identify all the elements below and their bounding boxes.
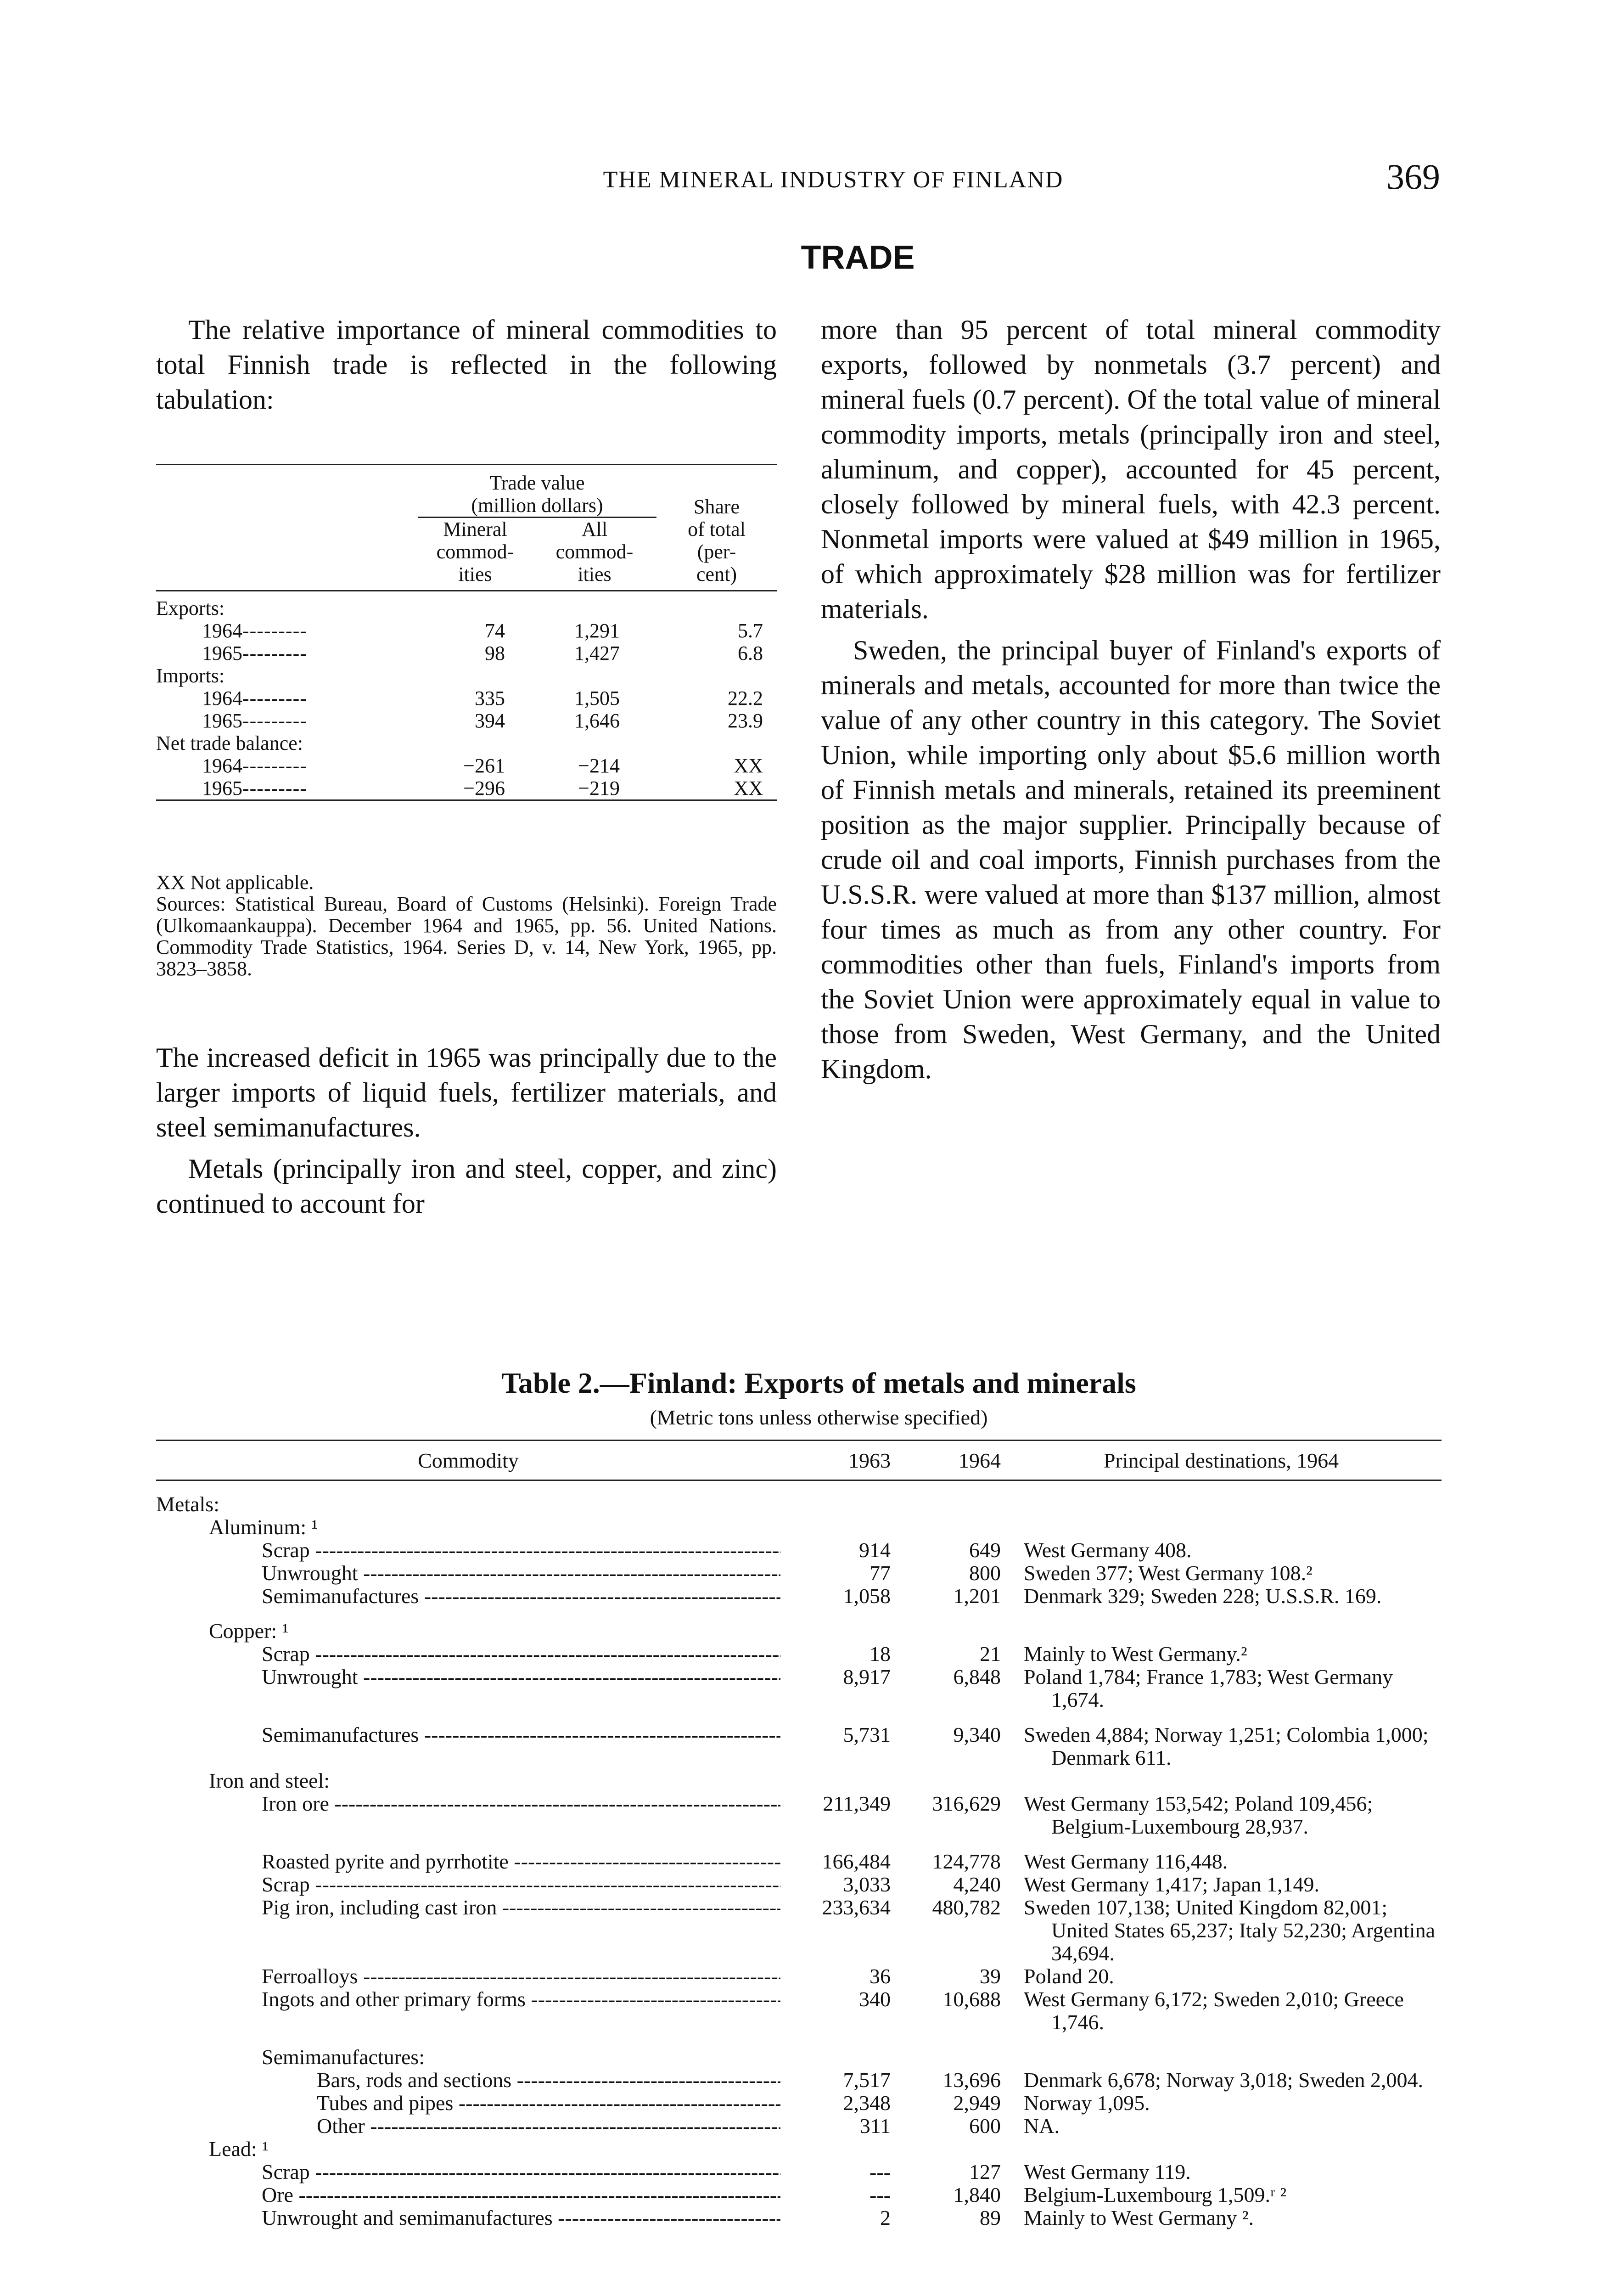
commodity-cell	[156, 2092, 780, 2115]
value-1964-cell: 9,340	[953, 1723, 1001, 1746]
commodity-cell	[156, 1896, 780, 1965]
trade-table	[156, 464, 777, 801]
mineral-header-3: ities	[458, 563, 492, 585]
deficit-paragraph: The increased deficit in 1965 was principally due to the larger imports of liquid fuels, fertilizer materials, and steel semimanufactures.	[156, 1042, 777, 1142]
tabulation-row-label: 1964 -----	[156, 754, 418, 777]
value-1964-cell: 1,201	[953, 1584, 1001, 1608]
value-1963-cell: 2	[880, 2206, 891, 2229]
tabulation-row	[156, 732, 777, 754]
commodity-label: Metals:	[156, 1492, 219, 1516]
tabulation-mineral-value: 335	[475, 687, 505, 709]
trade-value-header: Trade value	[489, 472, 585, 494]
value-1964-cell: 600	[969, 2114, 1001, 2138]
section-heading	[0, 239, 1610, 276]
table2-row	[156, 1965, 1442, 1988]
value-1963-cell: ---	[870, 2183, 891, 2206]
commodity-label: Scrap	[262, 2161, 310, 2183]
spacer-cell	[156, 2034, 1442, 2046]
value-1964-cell	[891, 1620, 1001, 1643]
commodity-label: Bars, rods and sections	[317, 2069, 512, 2092]
table2-row	[156, 1585, 1442, 1608]
running-head: THE MINERAL INDUSTRY OF FINLAND	[603, 167, 1064, 193]
value-1964-cell: 127	[969, 2160, 1001, 2183]
value-1963-cell: 233,634	[822, 1896, 891, 1919]
not-applicable-note: XX Not applicable.	[156, 871, 314, 894]
value-1963-cell: 5,731	[843, 1723, 891, 1746]
tabulation-row-label: Imports:	[156, 664, 225, 687]
spacer-cell	[156, 1608, 1442, 1620]
table2-subtitle	[0, 1405, 1610, 1429]
table2-row	[156, 1896, 1442, 1965]
commodity-cell	[156, 1769, 780, 1792]
table2-row	[156, 1516, 1442, 1539]
commodity-cell	[156, 1585, 780, 1608]
left-column-intro	[156, 312, 777, 417]
table2-title	[0, 1366, 1610, 1400]
right-column-text	[821, 312, 1441, 1086]
tabulation-all-value: 1,291	[574, 619, 620, 642]
exports-table	[156, 1440, 1442, 2229]
destination-cell	[1001, 1480, 1442, 1516]
table2-subtitle-text: (Metric tons unless otherwise specified)	[650, 1406, 988, 1429]
tabulation-notes	[156, 872, 777, 979]
tabulation-all-value	[533, 591, 656, 619]
commodity-label: Ingots and other primary forms	[262, 1988, 526, 2011]
tabulation-row	[156, 709, 777, 732]
value-1963-cell: 77	[870, 1561, 891, 1585]
commodity-cell	[156, 2206, 780, 2229]
commodity-cell	[156, 2138, 780, 2161]
destination-cell	[1001, 1516, 1442, 1539]
table2-spacer	[156, 1608, 1442, 1620]
destination-cell: West Germany 119.	[1024, 2160, 1191, 2183]
destination-cell	[1001, 2138, 1442, 2161]
value-1964-cell: 2,949	[953, 2091, 1001, 2115]
mineral-header-2: commod-	[436, 540, 514, 563]
commodity-cell	[156, 1792, 780, 1838]
commodity-label: Iron ore	[262, 1792, 329, 1815]
commodity-label: Copper: ¹	[209, 1619, 289, 1643]
tabulation-share-value	[656, 732, 777, 754]
all-header: All	[581, 518, 608, 540]
value-1964-cell	[891, 1480, 1001, 1516]
value-1964-cell	[891, 1769, 1001, 1792]
tabulation-mineral-value	[418, 664, 533, 687]
commodity-label: Semimanufactures	[262, 1585, 419, 1608]
value-1963-cell: 18	[870, 1642, 891, 1666]
commodity-label: Scrap	[262, 1873, 310, 1896]
commodity-header: Commodity	[156, 1441, 780, 1480]
destination-cell: Sweden 377; West Germany 108.²	[1024, 1561, 1313, 1585]
table2-row	[156, 1792, 1442, 1838]
destination-cell: West Germany 153,542; Poland 109,456; Belgium-Luxembourg 28,937.	[1024, 1792, 1373, 1838]
tabulation-mineral-value: −296	[418, 777, 533, 800]
tabulation-all-value	[533, 664, 656, 687]
table2-spacer	[156, 2034, 1442, 2046]
commodity-label: Scrap	[262, 1539, 310, 1562]
tabulation-row-label: 1965 -----	[156, 709, 418, 732]
destination-cell	[1001, 1769, 1442, 1792]
table2-row	[156, 2092, 1442, 2115]
destination-cell: Sweden 4,884; Norway 1,251; Colombia 1,000; Denmark 611.	[1024, 1723, 1429, 1769]
tabulation-share-value: 6.8	[738, 642, 763, 664]
table2-row	[156, 2115, 1442, 2138]
tabulation-share-value: 23.9	[728, 709, 763, 732]
section-heading-text: TRADE	[801, 239, 915, 276]
value-1963-cell: 166,484	[822, 1850, 891, 1873]
commodity-cell	[156, 1562, 780, 1585]
commodity-label: Scrap	[262, 1643, 310, 1666]
tabulation-row-label: 1965 -----	[156, 777, 418, 800]
value-1964-cell: 124,778	[932, 1850, 1001, 1873]
destination-cell: Denmark 6,678; Norway 3,018; Sweden 2,004.	[1024, 2068, 1424, 2092]
table2-row	[156, 1988, 1442, 2034]
table2	[156, 1440, 1442, 2229]
tabulation-all-value: −219	[533, 777, 656, 800]
commodity-cell	[156, 1666, 780, 1711]
commodity-cell	[156, 1643, 780, 1666]
destination-cell: West Germany 1,417; Japan 1,149.	[1024, 1873, 1319, 1896]
table2-row	[156, 2206, 1442, 2229]
commodity-label: Semimanufactures:	[262, 2045, 425, 2069]
tabulation-share-value: 22.2	[728, 687, 763, 709]
tabulation-row-label: Net trade balance:	[156, 732, 303, 754]
tabulation-row	[156, 664, 777, 687]
commodity-cell	[156, 1988, 780, 2034]
value-1964-cell	[891, 2046, 1001, 2069]
value-1963-cell: 211,349	[823, 1792, 891, 1815]
destination-cell: Mainly to West Germany ².	[1024, 2206, 1254, 2229]
table2-row	[156, 2046, 1442, 2069]
destination-cell: West Germany 116,448.	[1024, 1850, 1228, 1873]
value-1964-cell: 21	[980, 1642, 1001, 1666]
destination-cell: Belgium-Luxembourg 1,509.ʳ ²	[1024, 2183, 1287, 2206]
destination-cell	[1001, 2046, 1442, 2069]
value-1964-cell: 10,688	[942, 1987, 1001, 2011]
tabulation-row	[156, 591, 777, 619]
commodity-cell	[156, 2046, 780, 2069]
value-1964-cell: 800	[969, 1561, 1001, 1585]
spacer-cell	[156, 1711, 1442, 1723]
exports-paragraph: more than 95 percent of total mineral commodity exports, followed by nonmetals (3.7 percent) and mineral fuels (0.7 percent). Of the total value of mineral commodity imports, metals (principally iron and steel, aluminum, and copper), accounted for 45 percent, closely followed by mineral fuels, with 42.3 percent. Nonmetal imports were valued at $49 million in 1965, of which approximately $28 million was for fertilizer materials.	[821, 315, 1441, 624]
commodity-label: Iron and steel:	[209, 1769, 330, 1792]
tabulation-share-value	[656, 664, 777, 687]
all-header-2: commod-	[555, 540, 634, 563]
trade-value-unit: (million dollars)	[471, 494, 603, 517]
tabulation-mineral-value: 394	[475, 709, 505, 732]
destination-cell: NA.	[1024, 2114, 1060, 2138]
value-1963-cell: 340	[859, 1987, 891, 2011]
tabulation-all-value	[533, 732, 656, 754]
value-1964-cell: 6,848	[953, 1665, 1001, 1688]
table2-title-text: Table 2.—Finland: Exports of metals and minerals	[501, 1367, 1136, 1399]
tabulation-all-value: −214	[578, 754, 620, 777]
table2-row	[156, 1850, 1442, 1873]
value-1963-cell	[780, 1620, 891, 1643]
commodity-label: Unwrought and semimanufactures	[262, 2206, 553, 2229]
destination-cell: West Germany 6,172; Sweden 2,010; Greece 1,746.	[1024, 1987, 1404, 2034]
all-header-3: ities	[578, 563, 611, 585]
destination-cell: Mainly to West Germany.²	[1024, 1642, 1247, 1666]
commodity-cell	[156, 2183, 780, 2206]
value-1963-cell	[780, 1480, 891, 1516]
value-1963-cell: 8,917	[843, 1665, 891, 1688]
commodity-label: Pig iron, including cast iron	[262, 1896, 497, 1919]
destination-cell: Denmark 329; Sweden 228; U.S.S.R. 169.	[1024, 1584, 1382, 1608]
tabulation-share-value: XX	[734, 754, 763, 777]
value-1963-cell	[780, 1516, 891, 1539]
commodity-label: Lead: ¹	[209, 2137, 269, 2161]
table2-row	[156, 2069, 1442, 2092]
value-1963-cell: 7,517	[843, 2068, 891, 2092]
commodity-label: Ferroalloys	[262, 1965, 358, 1988]
table2-spacer	[156, 1838, 1442, 1850]
commodity-cell	[156, 1620, 780, 1643]
destination-cell	[1001, 1620, 1442, 1643]
table2-row	[156, 1562, 1442, 1585]
value-1963-cell: 36	[870, 1964, 891, 1988]
value-1964-cell: 1,840	[953, 2183, 1001, 2206]
value-1963-cell: ---	[870, 2160, 891, 2183]
share-header: Share	[693, 495, 740, 518]
tabulation-row-label: 1964 -----	[156, 687, 418, 709]
year-1964-header: 1964	[891, 1441, 1001, 1480]
intro-paragraph: The relative importance of mineral commodities to total Finnish trade is reflected in the following tabulation:	[156, 315, 777, 415]
commodity-label: Tubes and pipes	[317, 2092, 454, 2115]
destination-cell: Poland 20.	[1024, 1964, 1114, 1988]
value-1964-cell: 39	[980, 1964, 1001, 1988]
tabulation-row	[156, 754, 777, 777]
share-header-2: of total	[688, 518, 746, 540]
trade-tabulation	[156, 464, 777, 801]
value-1964-cell	[891, 2138, 1001, 2161]
table2-row	[156, 1480, 1442, 1516]
tabulation-all-value: 1,427	[574, 642, 620, 664]
value-1964-cell	[891, 1516, 1001, 1539]
commodity-label: Aluminum: ¹	[209, 1515, 318, 1539]
value-1964-cell: 89	[980, 2206, 1001, 2229]
table2-row	[156, 2161, 1442, 2183]
commodity-label: Roasted pyrite and pyrrhotite	[262, 1850, 509, 1873]
tabulation-all-value: 1,646	[574, 709, 620, 732]
commodity-cell	[156, 2115, 780, 2138]
table2-header-row	[156, 1441, 1442, 1480]
value-1964-cell: 649	[969, 1538, 1001, 1562]
value-1963-cell: 914	[859, 1538, 891, 1562]
table2-row	[156, 1873, 1442, 1896]
destination-cell: Poland 1,784; France 1,783; West Germany 1,674.	[1024, 1665, 1393, 1711]
left-column-text	[156, 1040, 777, 1221]
year-1963-header: 1963	[780, 1441, 891, 1480]
value-1964-cell: 4,240	[953, 1873, 1001, 1896]
destination-cell: Norway 1,095.	[1024, 2091, 1150, 2115]
table2-spacer	[156, 1711, 1442, 1723]
value-1963-cell: 3,033	[843, 1873, 891, 1896]
table2-row	[156, 1666, 1442, 1711]
commodity-cell	[156, 1516, 780, 1539]
tabulation-row-label: 1965 -----	[156, 642, 418, 664]
table2-row	[156, 1769, 1442, 1792]
commodity-label: Unwrought	[262, 1562, 358, 1585]
tabulation-row	[156, 619, 777, 642]
tabulation-share-value	[656, 591, 777, 619]
commodity-cell	[156, 1873, 780, 1896]
tabulation-row-label: Exports:	[156, 597, 225, 619]
destination-cell: Sweden 107,138; United Kingdom 82,001; United States 65,237; Italy 52,230; Argentina 34,694.	[1024, 1896, 1435, 1965]
commodity-cell	[156, 1965, 780, 1988]
table2-row	[156, 1723, 1442, 1769]
table2-row	[156, 1643, 1442, 1666]
value-1963-cell	[780, 1769, 891, 1792]
value-1964-cell: 480,782	[932, 1896, 1001, 1919]
table2-row	[156, 1539, 1442, 1562]
metals-paragraph: Metals (principally iron and steel, copper, and zinc) continued to account for	[156, 1154, 777, 1219]
tabulation-row-label: 1964 -----	[156, 619, 418, 642]
sources-note: Sources: Statistical Bureau, Board of Customs (Helsinki). Foreign Trade (Ulkomaankauppa). December 1964 and 1965, pp. 56. United Nations. Commodity Trade Statistics, 1964. Series D, v. 14, New York, 1965, pp. 3823–3858.	[156, 893, 777, 980]
tabulation-mineral-value: −261	[463, 754, 505, 777]
destination-cell: West Germany 408.	[1024, 1538, 1192, 1562]
table2-row	[156, 1620, 1442, 1643]
value-1963-cell: 2,348	[843, 2091, 891, 2115]
commodity-cell	[156, 1539, 780, 1562]
tabulation-share-value: 5.7	[738, 619, 763, 642]
tabulation-row	[156, 687, 777, 709]
commodity-cell	[156, 1723, 780, 1769]
commodity-label: Ore	[262, 2183, 293, 2206]
tabulation-row	[156, 642, 777, 664]
commodity-label: Semimanufactures	[262, 1723, 419, 1746]
share-header-3: (per-	[697, 540, 736, 563]
destinations-header: Principal destinations, 1964	[1001, 1441, 1442, 1480]
tabulation-share-value: XX	[656, 777, 777, 800]
value-1964-cell: 316,629	[932, 1792, 1001, 1815]
commodity-cell	[156, 2069, 780, 2092]
sweden-paragraph: Sweden, the principal buyer of Finland's exports of minerals and metals, accounted for more than twice the value of any other country in this category. The Soviet Union, while importing only about $5.6 million worth of Finnish metals and minerals, retained its preeminent position as the major supplier. Principally because of crude oil and coal imports, Finnish purchases from the U.S.S.R. were valued at more than $137 million, almost four times as much as from any other country. For commodities other than fuels, Finland's imports from the Soviet Union were approximately equal in value to those from Sweden, West Germany, and the United Kingdom.	[821, 635, 1441, 1084]
page-number: 369	[1386, 157, 1440, 197]
commodity-label: Other	[317, 2115, 365, 2138]
commodity-cell	[156, 1480, 780, 1516]
value-1963-cell	[780, 2138, 891, 2161]
tabulation-mineral-value	[418, 732, 533, 754]
commodity-cell	[156, 1850, 780, 1873]
share-header-4: cent)	[696, 563, 737, 585]
value-1964-cell: 13,696	[942, 2068, 1001, 2092]
value-1963-cell: 311	[859, 2114, 891, 2138]
spacer-cell	[156, 1838, 1442, 1850]
table2-row	[156, 2183, 1442, 2206]
tabulation-all-value: 1,505	[574, 687, 620, 709]
tabulation-mineral-value: 74	[485, 619, 505, 642]
table2-body	[156, 1480, 1442, 2230]
value-1963-cell: 1,058	[843, 1584, 891, 1608]
table2-row	[156, 2138, 1442, 2161]
tabulation-mineral-value	[418, 591, 533, 619]
value-1963-cell	[780, 2046, 891, 2069]
tabulation-mineral-value: 98	[485, 642, 505, 664]
commodity-label: Unwrought	[262, 1666, 358, 1688]
tabulation-row	[156, 777, 777, 800]
commodity-cell	[156, 2161, 780, 2183]
mineral-header: Mineral	[443, 518, 507, 540]
